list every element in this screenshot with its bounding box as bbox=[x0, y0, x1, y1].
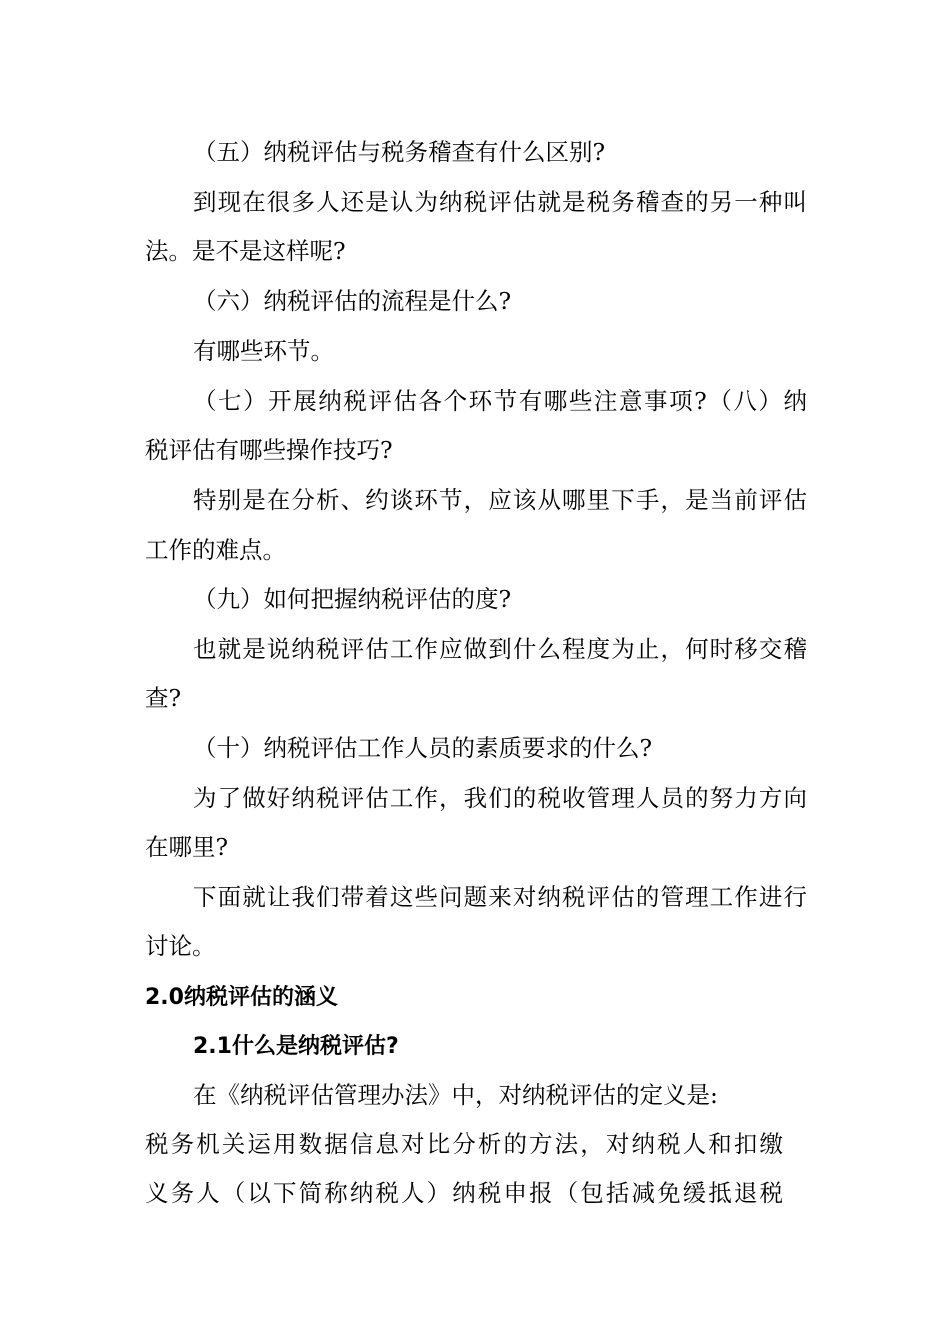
paragraph-line: 法。是不是这样呢? bbox=[145, 237, 346, 265]
question-five: （五）纳税评估与税务稽查有什么区别? bbox=[193, 138, 606, 166]
paragraph-line: 在哪里? bbox=[145, 833, 229, 861]
paragraph-line: 工作的难点。 bbox=[145, 536, 286, 564]
paragraph-line: 税务机关运用数据信息对比分析的方法，对纳税人和扣缴 bbox=[145, 1130, 783, 1158]
paragraph-line: 在《纳税评估管理办法》中，对纳税评估的定义是: bbox=[193, 1081, 718, 1109]
section-heading: 2.0纳税评估的涵义 bbox=[145, 985, 338, 1010]
question-six: （六）纳税评估的流程是什么? bbox=[193, 287, 512, 315]
paragraph-line: 也就是说纳税评估工作应做到什么程度为止，何时移交稽 bbox=[193, 635, 807, 663]
paragraph-line: 查? bbox=[145, 684, 182, 712]
subsection-heading: 2.1什么是纳税评估? bbox=[193, 1034, 399, 1059]
question-ten: （十）纳税评估工作人员的素质要求的什么? bbox=[193, 734, 653, 762]
paragraph-line: 下面就让我们带着这些问题来对纳税评估的管理工作进行 bbox=[193, 883, 807, 911]
paragraph-line: 到现在很多人还是认为纳税评估就是税务稽查的另一种叫 bbox=[193, 188, 807, 216]
paragraph-line: 讨论。 bbox=[145, 932, 216, 960]
paragraph-line: 义务人（以下简称纳税人）纳税申报（包括减免缓抵退税 bbox=[145, 1179, 783, 1207]
paragraph-line: 特别是在分析、约谈环节，应该从哪里下手，是当前评估 bbox=[193, 486, 807, 514]
paragraph-line: 有哪些环节。 bbox=[193, 337, 334, 365]
question-nine: （九）如何把握纳税评估的度? bbox=[193, 585, 512, 613]
paragraph-line: 为了做好纳税评估工作，我们的税收管理人员的努力方向 bbox=[193, 784, 807, 812]
question-seven-eight: （七）开展纳税评估各个环节有哪些注意事项?（八）纳 bbox=[193, 387, 807, 415]
paragraph-line: 税评估有哪些操作技巧? bbox=[145, 436, 393, 464]
